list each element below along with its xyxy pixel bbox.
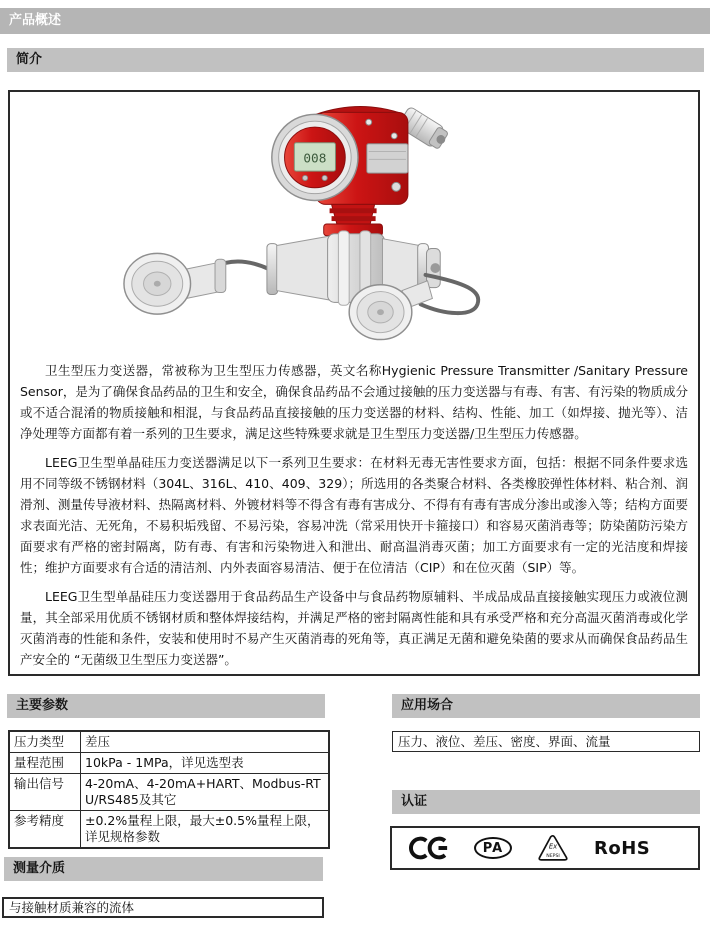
intro-paragraph-2: LEEG卫生型单晶硅压力变送器满足以下一系列卫生要求：在材料无毒无害性要求方面，包括：根据不同条件要求选用不同等级不锈钢材料（304L、316L、410、409、329）；所选用的各类聚合材料、各类橡胶弹性体材料、粘合剂、润滑剂、测量传导液材料、热隔离材料、外镀材料等不得含有毒有害成分、不得有有毒有害成分渗出或渗入等；结构方面要求表面光洁、无死角，不易积垢残留、不易污染，容易冲洗（常采用快开卡箍接口）和容易灭菌消毒等；防染菌防污染方面要求有严格的密封隔离，防有毒、有害和污染物进入和泄出、耐高温消毒灭菌；加工方面要求有一定的光洁度和焊接性；维护方面要求有合适的清洁剂、内外表面容易清洁、便于在位清洁（CIP）和在位灭菌（SIP）等。 [20, 455, 688, 575]
section-heading-main-parameters: 主要参数 [7, 694, 325, 718]
certification-logos-box [390, 826, 700, 870]
section-heading-certification: 认证 [392, 790, 700, 814]
param-label: 量程范围 [9, 753, 81, 774]
param-label: 输出信号 [9, 774, 81, 811]
nepsi-label-text: NEPSI [546, 853, 560, 859]
table-row [9, 731, 329, 753]
lcd-display [272, 114, 358, 200]
ce-mark-icon [404, 833, 450, 863]
diaphragm-seal-right [349, 281, 432, 340]
intro-paragraph-3: LEEG卫生型单晶硅压力变送器用于食品药品生产设备中与食品药物原辅料、半成品成品直接接触实现压力或液位测量，其全部采用优质不锈钢材质和整体焊接结构，并满足严格的密封隔离性能和具有承受严格和充分高温灭菌消毒或化学灭菌消毒的性能和条件，安装和使用时不易产生灭菌消毒的死角等，真正满足无菌和避免染菌的要求从而确保食品药品生产安全的 “无菌级卫生型压力变送器”。 [20, 589, 688, 667]
nepsi-ex-mark-icon [536, 833, 570, 864]
param-value: 10kPa - 1MPa，详见选型表 [81, 753, 330, 774]
section-heading-medium: 测量介质 [4, 857, 323, 881]
param-label: 压力类型 [9, 731, 81, 753]
param-value: 4-20mA、4-20mA+HART、Modbus-RTU/RS485及其它 [81, 774, 330, 811]
param-label: 参考精度 [9, 811, 81, 849]
lcd-digits: 008 [303, 150, 327, 166]
pa-mark-icon: PA [474, 837, 512, 859]
medium-value-box: 与接触材质兼容的流体 [2, 897, 324, 918]
param-value: 差压 [81, 731, 330, 753]
diaphragm-seal-left [124, 253, 226, 314]
section-heading-applications: 应用场合 [392, 694, 700, 718]
intro-paragraph-1: 卫生型压力变送器，常被称为卫生型压力传感器，英文名称Hygienic Pressure Transmitter /Sanitary Pressure Sensor，是为了确保食品药品的卫生和安全，确保食品药品不会通过接触的压力变送器与有毒、有害、有污染的物质成分或不适合混淆的物质接触和相混，与食品药品直接接触的压力变送器的材料、结构、性能、加工（如焊接、抛光等）、洁净处理等方面都有着一系列的卫生要求，满足这些特殊要求就是卫生型压力变送器/卫生型压力传感器。 [20, 363, 688, 441]
intro-content-box [8, 90, 700, 676]
section-heading-intro: 简介 [7, 48, 704, 72]
table-row [9, 774, 329, 811]
transmitter-head [272, 106, 451, 246]
table-row [9, 811, 329, 849]
product-image [122, 95, 592, 353]
applications-value-box: 压力、液位、差压、密度、界面、流量 [392, 731, 700, 752]
nepsi-ex-text: Ex [548, 842, 558, 850]
rohs-mark-icon: RoHS [594, 837, 651, 859]
main-parameters-table [8, 730, 330, 849]
intro-paragraphs [10, 360, 698, 678]
param-value: ±0.2%量程上限，最大±0.5%量程上限，详见规格参数 [81, 811, 330, 849]
page-title: 产品概述 [0, 8, 710, 34]
table-row [9, 753, 329, 774]
